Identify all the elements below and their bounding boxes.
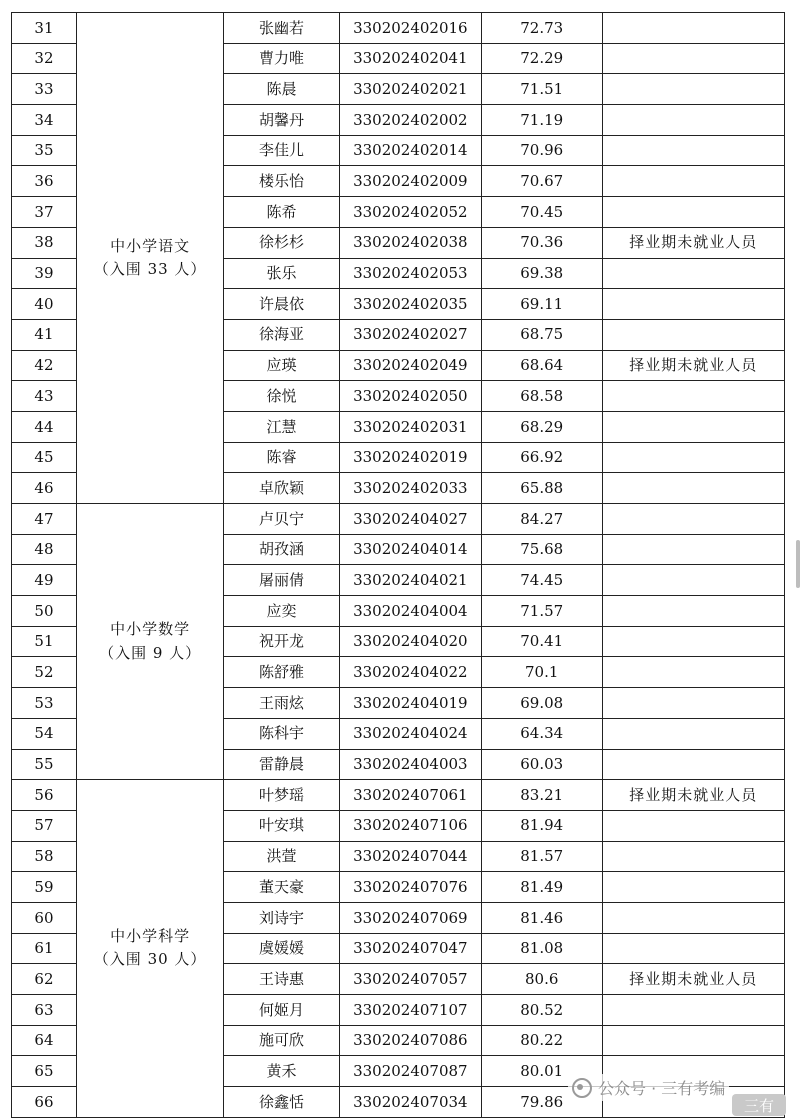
score: 70.36 xyxy=(481,227,602,258)
score: 74.45 xyxy=(481,565,602,596)
score: 84.27 xyxy=(481,504,602,535)
score: 71.51 xyxy=(481,74,602,105)
row-index: 59 xyxy=(12,872,77,903)
wechat-icon xyxy=(572,1078,592,1098)
exam-number: 330202402033 xyxy=(339,473,481,504)
exam-number: 330202402053 xyxy=(339,258,481,289)
row-index: 43 xyxy=(12,381,77,412)
remark xyxy=(602,442,784,473)
score: 68.75 xyxy=(481,319,602,350)
exam-number: 330202407061 xyxy=(339,780,481,811)
row-index: 54 xyxy=(12,718,77,749)
candidate-name: 张乐 xyxy=(224,258,339,289)
group-cell xyxy=(76,780,223,1118)
score: 70.96 xyxy=(481,135,602,166)
exam-number: 330202402052 xyxy=(339,197,481,228)
exam-number: 330202407057 xyxy=(339,964,481,995)
candidate-name: 叶梦瑶 xyxy=(224,780,339,811)
exam-number: 330202407069 xyxy=(339,902,481,933)
group-cell xyxy=(76,504,223,780)
row-index: 51 xyxy=(12,626,77,657)
remark xyxy=(602,688,784,719)
score: 70.67 xyxy=(481,166,602,197)
score: 68.58 xyxy=(481,381,602,412)
candidate-name: 应瑛 xyxy=(224,350,339,381)
candidate-name: 陈科宇 xyxy=(224,718,339,749)
exam-number: 330202402041 xyxy=(339,43,481,74)
remark xyxy=(602,43,784,74)
row-index: 62 xyxy=(12,964,77,995)
exam-number: 330202407107 xyxy=(339,995,481,1026)
group-quota: （入围 33 人） xyxy=(93,260,207,278)
score: 80.22 xyxy=(481,1025,602,1056)
candidate-name: 胡孜涵 xyxy=(224,534,339,565)
row-index: 49 xyxy=(12,565,77,596)
row-index: 33 xyxy=(12,74,77,105)
candidate-name: 王诗惠 xyxy=(224,964,339,995)
candidate-name: 雷静晨 xyxy=(224,749,339,780)
exam-number: 330202404027 xyxy=(339,504,481,535)
candidate-name: 刘诗宇 xyxy=(224,902,339,933)
exam-number: 330202404014 xyxy=(339,534,481,565)
score: 60.03 xyxy=(481,749,602,780)
row-index: 38 xyxy=(12,227,77,258)
score: 71.57 xyxy=(481,596,602,627)
score: 81.08 xyxy=(481,933,602,964)
row-index: 42 xyxy=(12,350,77,381)
score: 69.11 xyxy=(481,289,602,320)
exam-number: 330202402009 xyxy=(339,166,481,197)
remark xyxy=(602,74,784,105)
score: 81.49 xyxy=(481,872,602,903)
row-index: 36 xyxy=(12,166,77,197)
candidate-name: 卢贝宁 xyxy=(224,504,339,535)
remark xyxy=(602,105,784,136)
exam-number: 330202402049 xyxy=(339,350,481,381)
exam-number: 330202407034 xyxy=(339,1087,481,1118)
row-index: 46 xyxy=(12,473,77,504)
score: 70.1 xyxy=(481,657,602,688)
candidate-name: 江慧 xyxy=(224,411,339,442)
remark xyxy=(602,718,784,749)
candidate-name: 黄禾 xyxy=(224,1056,339,1087)
row-index: 63 xyxy=(12,995,77,1026)
table-row xyxy=(12,780,785,811)
row-index: 60 xyxy=(12,902,77,933)
remark xyxy=(602,872,784,903)
exam-number: 330202407106 xyxy=(339,810,481,841)
row-index: 47 xyxy=(12,504,77,535)
score: 71.19 xyxy=(481,105,602,136)
remark xyxy=(602,749,784,780)
exam-number: 330202402031 xyxy=(339,411,481,442)
exam-number: 330202404021 xyxy=(339,565,481,596)
remark: 择业期未就业人员 xyxy=(602,350,784,381)
score: 81.46 xyxy=(481,902,602,933)
row-index: 40 xyxy=(12,289,77,320)
row-index: 34 xyxy=(12,105,77,136)
remark xyxy=(602,166,784,197)
remark xyxy=(602,841,784,872)
candidate-name: 李佳儿 xyxy=(224,135,339,166)
row-index: 53 xyxy=(12,688,77,719)
exam-number: 330202407086 xyxy=(339,1025,481,1056)
remark xyxy=(602,995,784,1026)
row-index: 39 xyxy=(12,258,77,289)
exam-number: 330202402014 xyxy=(339,135,481,166)
candidate-name: 洪萱 xyxy=(224,841,339,872)
group-name: 中小学语文 xyxy=(110,236,191,255)
row-index: 58 xyxy=(12,841,77,872)
exam-number: 330202404003 xyxy=(339,749,481,780)
exam-number: 330202404020 xyxy=(339,626,481,657)
remark xyxy=(602,565,784,596)
scroll-indicator xyxy=(796,540,800,588)
row-index: 44 xyxy=(12,411,77,442)
candidate-name: 虞媛媛 xyxy=(224,933,339,964)
row-index: 41 xyxy=(12,319,77,350)
exam-number: 330202407044 xyxy=(339,841,481,872)
score: 70.41 xyxy=(481,626,602,657)
remark xyxy=(602,933,784,964)
candidate-name: 楼乐怡 xyxy=(224,166,339,197)
exam-number: 330202407076 xyxy=(339,872,481,903)
remark xyxy=(602,135,784,166)
row-index: 31 xyxy=(12,13,77,44)
row-index: 50 xyxy=(12,596,77,627)
candidate-name: 徐悦 xyxy=(224,381,339,412)
row-index: 52 xyxy=(12,657,77,688)
exam-number: 330202402016 xyxy=(339,13,481,44)
score: 80.01 xyxy=(481,1056,602,1087)
row-index: 57 xyxy=(12,810,77,841)
remark xyxy=(602,810,784,841)
row-index: 32 xyxy=(12,43,77,74)
candidate-name: 许晨依 xyxy=(224,289,339,320)
score-table xyxy=(11,12,785,1118)
score: 79.86 xyxy=(481,1087,602,1118)
row-index: 35 xyxy=(12,135,77,166)
exam-number: 330202402021 xyxy=(339,74,481,105)
exam-number: 330202402038 xyxy=(339,227,481,258)
candidate-name: 曹力唯 xyxy=(224,43,339,74)
score: 65.88 xyxy=(481,473,602,504)
row-index: 56 xyxy=(12,780,77,811)
remark xyxy=(602,902,784,933)
remark xyxy=(602,197,784,228)
row-index: 37 xyxy=(12,197,77,228)
row-index: 66 xyxy=(12,1087,77,1118)
watermark-badge: 三有 xyxy=(732,1094,786,1116)
exam-number: 330202404022 xyxy=(339,657,481,688)
candidate-name: 祝开龙 xyxy=(224,626,339,657)
exam-number: 330202407087 xyxy=(339,1056,481,1087)
candidate-name: 徐鑫恬 xyxy=(224,1087,339,1118)
exam-number: 330202402019 xyxy=(339,442,481,473)
group-cell xyxy=(76,13,223,504)
group-quota: （入围 30 人） xyxy=(93,950,207,969)
candidate-name: 陈睿 xyxy=(224,442,339,473)
score: 81.94 xyxy=(481,810,602,841)
remark xyxy=(602,411,784,442)
score: 72.29 xyxy=(481,43,602,74)
candidate-name: 陈希 xyxy=(224,197,339,228)
score: 75.68 xyxy=(481,534,602,565)
exam-number: 330202402050 xyxy=(339,381,481,412)
score: 72.73 xyxy=(481,13,602,44)
exam-number: 330202404004 xyxy=(339,596,481,627)
candidate-name: 卓欣颖 xyxy=(224,473,339,504)
candidate-name: 叶安琪 xyxy=(224,810,339,841)
exam-number: 330202402002 xyxy=(339,105,481,136)
score: 66.92 xyxy=(481,442,602,473)
row-index: 48 xyxy=(12,534,77,565)
remark xyxy=(602,504,784,535)
candidate-name: 屠丽倩 xyxy=(224,565,339,596)
candidate-name: 徐杉杉 xyxy=(224,227,339,258)
candidate-name: 施可欣 xyxy=(224,1025,339,1056)
table-row xyxy=(12,504,785,535)
remark xyxy=(602,473,784,504)
score: 81.57 xyxy=(481,841,602,872)
row-index: 64 xyxy=(12,1025,77,1056)
remark xyxy=(602,596,784,627)
score: 70.45 xyxy=(481,197,602,228)
remark xyxy=(602,657,784,688)
remark: 择业期未就业人员 xyxy=(602,227,784,258)
remark xyxy=(602,319,784,350)
row-index: 55 xyxy=(12,749,77,780)
score: 80.6 xyxy=(481,964,602,995)
group-quota: （入围 9 人） xyxy=(99,643,202,662)
candidate-name: 董天豪 xyxy=(224,872,339,903)
score: 83.21 xyxy=(481,780,602,811)
candidate-name: 徐海亚 xyxy=(224,319,339,350)
candidate-name: 王雨炫 xyxy=(224,688,339,719)
remark xyxy=(602,381,784,412)
score: 68.29 xyxy=(481,411,602,442)
candidate-name: 何姬月 xyxy=(224,995,339,1026)
candidate-name: 陈晨 xyxy=(224,74,339,105)
exam-number: 330202407047 xyxy=(339,933,481,964)
row-index: 61 xyxy=(12,933,77,964)
table-row xyxy=(12,13,785,44)
candidate-name: 张幽若 xyxy=(224,13,339,44)
remark xyxy=(602,534,784,565)
exam-number: 330202402035 xyxy=(339,289,481,320)
candidate-name: 胡馨丹 xyxy=(224,105,339,136)
score: 68.64 xyxy=(481,350,602,381)
remark xyxy=(602,258,784,289)
watermark-text: 公众号 · 三有考编 xyxy=(598,1079,726,1098)
group-name: 中小学科学 xyxy=(110,927,191,946)
remark xyxy=(602,1025,784,1056)
score: 69.38 xyxy=(481,258,602,289)
watermark xyxy=(568,1074,729,1101)
remark: 择业期未就业人员 xyxy=(602,780,784,811)
row-index: 65 xyxy=(12,1056,77,1087)
exam-number: 330202404019 xyxy=(339,688,481,719)
row-index: 45 xyxy=(12,442,77,473)
remark: 择业期未就业人员 xyxy=(602,964,784,995)
score: 80.52 xyxy=(481,995,602,1026)
score: 64.34 xyxy=(481,718,602,749)
group-name: 中小学数学 xyxy=(110,620,191,639)
remark xyxy=(602,13,784,44)
remark xyxy=(602,626,784,657)
candidate-name: 应奕 xyxy=(224,596,339,627)
score: 69.08 xyxy=(481,688,602,719)
candidate-name: 陈舒雅 xyxy=(224,657,339,688)
exam-number: 330202402027 xyxy=(339,319,481,350)
remark xyxy=(602,289,784,320)
exam-number: 330202404024 xyxy=(339,718,481,749)
